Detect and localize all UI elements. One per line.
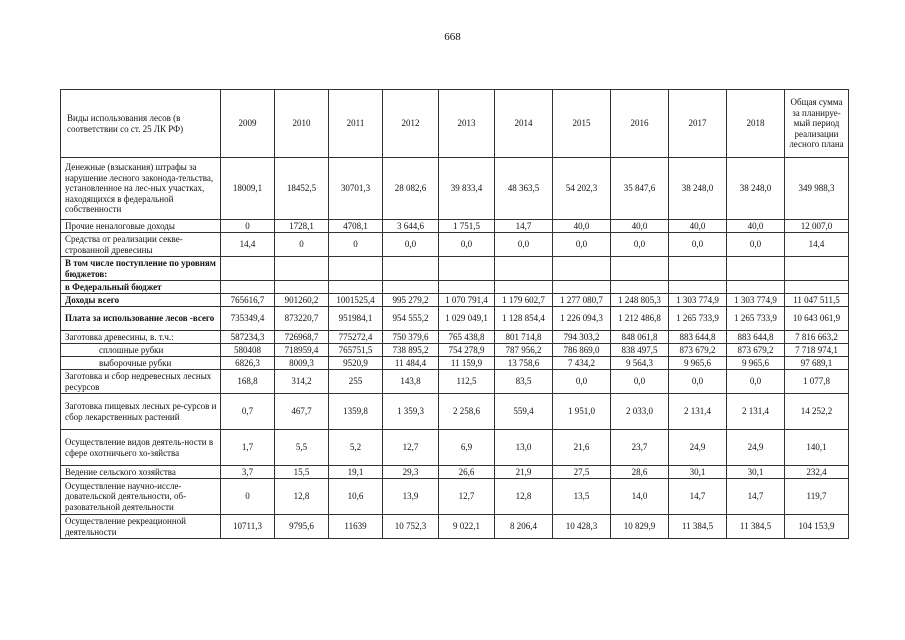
header-year: 2018 xyxy=(727,90,785,158)
row-label: Осуществление рекреационной деятельности xyxy=(61,515,221,539)
row-year-cell: 9 965,6 xyxy=(669,357,727,370)
row-year-cell: 12,7 xyxy=(383,430,439,466)
row-year-cell: 0,0 xyxy=(439,233,495,257)
row-year-cell: 1 070 791,4 xyxy=(439,294,495,307)
row-year-cell: 6826,3 xyxy=(221,357,275,370)
row-year-cell: 1 265 733,9 xyxy=(669,307,727,331)
row-total-cell: 14 252,2 xyxy=(785,394,849,430)
row-year-cell xyxy=(275,257,329,281)
row-total-cell: 7 718 974,1 xyxy=(785,344,849,357)
row-year-cell: 1 226 094,3 xyxy=(553,307,611,331)
table-row xyxy=(61,233,849,257)
row-year-cell: 3 644,6 xyxy=(383,220,439,233)
row-total-cell xyxy=(785,257,849,281)
row-year-cell: 13 758,6 xyxy=(495,357,553,370)
row-label: сплошные рубки xyxy=(61,344,221,357)
row-year-cell: 13,5 xyxy=(553,479,611,515)
row-year-cell: 838 497,5 xyxy=(611,344,669,357)
row-total-cell: 349 988,3 xyxy=(785,158,849,220)
row-year-cell xyxy=(553,281,611,294)
row-year-cell: 255 xyxy=(329,370,383,394)
row-year-cell xyxy=(611,281,669,294)
row-year-cell xyxy=(495,281,553,294)
row-year-cell: 27,5 xyxy=(553,466,611,479)
row-year-cell xyxy=(727,257,785,281)
row-year-cell: 23,7 xyxy=(611,430,669,466)
row-year-cell xyxy=(383,257,439,281)
row-year-cell: 786 869,0 xyxy=(553,344,611,357)
row-total-cell: 140,1 xyxy=(785,430,849,466)
row-year-cell: 0,0 xyxy=(669,370,727,394)
table-row xyxy=(61,294,849,307)
table-row xyxy=(61,220,849,233)
row-year-cell: 11639 xyxy=(329,515,383,539)
row-year-cell: 6,9 xyxy=(439,430,495,466)
row-year-cell: 11 484,4 xyxy=(383,357,439,370)
row-year-cell: 9795,6 xyxy=(275,515,329,539)
row-label: Средства от реализации секве-строванной древесины xyxy=(61,233,221,257)
row-year-cell: 10 829,9 xyxy=(611,515,669,539)
row-label: Прочие неналоговые доходы xyxy=(61,220,221,233)
row-year-cell: 14,0 xyxy=(611,479,669,515)
row-year-cell: 9 965,6 xyxy=(727,357,785,370)
row-year-cell: 735349,4 xyxy=(221,307,275,331)
row-year-cell: 10 752,3 xyxy=(383,515,439,539)
row-label: выборочные рубки xyxy=(61,357,221,370)
table-row xyxy=(61,394,849,430)
row-year-cell: 28 082,6 xyxy=(383,158,439,220)
row-year-cell: 19,1 xyxy=(329,466,383,479)
row-year-cell: 0,0 xyxy=(727,370,785,394)
row-year-cell: 0,0 xyxy=(553,233,611,257)
row-year-cell: 26,6 xyxy=(439,466,495,479)
row-year-cell xyxy=(221,281,275,294)
row-year-cell: 1 277 080,7 xyxy=(553,294,611,307)
page-number: 668 xyxy=(444,31,461,43)
row-year-cell: 48 363,5 xyxy=(495,158,553,220)
row-year-cell: 0,0 xyxy=(611,370,669,394)
row-year-cell: 765751,5 xyxy=(329,344,383,357)
table-row xyxy=(61,257,849,281)
row-year-cell: 1 248 805,3 xyxy=(611,294,669,307)
row-year-cell: 29,3 xyxy=(383,466,439,479)
row-year-cell: 0 xyxy=(275,233,329,257)
row-year-cell: 873220,7 xyxy=(275,307,329,331)
row-year-cell: 54 202,3 xyxy=(553,158,611,220)
table-row xyxy=(61,370,849,394)
row-year-cell: 11 384,5 xyxy=(727,515,785,539)
row-year-cell: 8009,3 xyxy=(275,357,329,370)
row-year-cell: 1359,8 xyxy=(329,394,383,430)
row-year-cell: 12,7 xyxy=(439,479,495,515)
row-year-cell: 30701,3 xyxy=(329,158,383,220)
row-year-cell: 787 956,2 xyxy=(495,344,553,357)
row-year-cell: 873 679,2 xyxy=(669,344,727,357)
row-year-cell: 9 022,1 xyxy=(439,515,495,539)
row-year-cell: 10711,3 xyxy=(221,515,275,539)
row-year-cell xyxy=(329,257,383,281)
row-total-cell: 11 047 511,5 xyxy=(785,294,849,307)
row-year-cell: 40,0 xyxy=(669,220,727,233)
row-total-cell: 232,4 xyxy=(785,466,849,479)
row-year-cell: 765 438,8 xyxy=(439,331,495,344)
row-year-cell: 765616,7 xyxy=(221,294,275,307)
row-year-cell: 12,8 xyxy=(495,479,553,515)
row-year-cell xyxy=(611,257,669,281)
row-year-cell: 1728,1 xyxy=(275,220,329,233)
table-row xyxy=(61,466,849,479)
row-year-cell xyxy=(669,257,727,281)
row-year-cell: 13,9 xyxy=(383,479,439,515)
row-year-cell: 112,5 xyxy=(439,370,495,394)
row-year-cell: 0,0 xyxy=(495,233,553,257)
row-year-cell: 2 131,4 xyxy=(727,394,785,430)
header-year: 2015 xyxy=(553,90,611,158)
header-year: 2011 xyxy=(329,90,383,158)
row-year-cell: 1 212 486,8 xyxy=(611,307,669,331)
row-year-cell: 9520,9 xyxy=(329,357,383,370)
row-year-cell: 1 951,0 xyxy=(553,394,611,430)
row-year-cell: 1 303 774,9 xyxy=(669,294,727,307)
row-year-cell: 13,0 xyxy=(495,430,553,466)
row-year-cell: 18009,1 xyxy=(221,158,275,220)
row-year-cell xyxy=(329,281,383,294)
row-year-cell: 587234,3 xyxy=(221,331,275,344)
header-year: 2009 xyxy=(221,90,275,158)
row-year-cell: 30,1 xyxy=(727,466,785,479)
row-year-cell: 28,6 xyxy=(611,466,669,479)
row-year-cell xyxy=(221,257,275,281)
header-year: 2013 xyxy=(439,90,495,158)
row-year-cell: 21,9 xyxy=(495,466,553,479)
table-row xyxy=(61,515,849,539)
row-label: Денежные (взыскания) штрафы за нарушение лесного законода-тельства, установленное на лес-ных участках, находящихся в федеральной собственности xyxy=(61,158,221,220)
row-year-cell: 2 033,0 xyxy=(611,394,669,430)
row-label: Плата за использование лесов -всего xyxy=(61,307,221,331)
row-year-cell xyxy=(275,281,329,294)
row-year-cell: 750 379,6 xyxy=(383,331,439,344)
row-year-cell: 24,9 xyxy=(669,430,727,466)
row-year-cell: 14,7 xyxy=(669,479,727,515)
table-body xyxy=(61,158,849,539)
table-row xyxy=(61,158,849,220)
row-year-cell: 2 258,6 xyxy=(439,394,495,430)
row-year-cell: 775272,4 xyxy=(329,331,383,344)
row-total-cell: 97 689,1 xyxy=(785,357,849,370)
row-label: Осуществление видов деятель-ности в сфере охотничьего хо-зяйства xyxy=(61,430,221,466)
row-year-cell: 14,7 xyxy=(495,220,553,233)
row-year-cell: 14,4 xyxy=(221,233,275,257)
row-year-cell: 2 131,4 xyxy=(669,394,727,430)
forest-revenue-table xyxy=(60,89,849,539)
header-year: 2012 xyxy=(383,90,439,158)
row-year-cell xyxy=(439,257,495,281)
row-year-cell: 21,6 xyxy=(553,430,611,466)
row-year-cell: 30,1 xyxy=(669,466,727,479)
row-year-cell: 0,0 xyxy=(669,233,727,257)
row-year-cell: 143,8 xyxy=(383,370,439,394)
row-year-cell: 40,0 xyxy=(727,220,785,233)
row-label: Ведение сельского хозяйства xyxy=(61,466,221,479)
row-label: Заготовка пищевых лесных ре-сурсов и сбор лекарственных растений xyxy=(61,394,221,430)
row-year-cell: 5,2 xyxy=(329,430,383,466)
row-year-cell: 726968,7 xyxy=(275,331,329,344)
row-total-cell: 14,4 xyxy=(785,233,849,257)
row-year-cell: 18452,5 xyxy=(275,158,329,220)
row-year-cell: 11 159,9 xyxy=(439,357,495,370)
row-year-cell: 4708,1 xyxy=(329,220,383,233)
row-year-cell: 9 564,3 xyxy=(611,357,669,370)
header-row xyxy=(61,90,849,158)
row-label: Доходы всего xyxy=(61,294,221,307)
row-year-cell xyxy=(439,281,495,294)
row-year-cell: 559,4 xyxy=(495,394,553,430)
row-year-cell: 0,0 xyxy=(727,233,785,257)
row-year-cell xyxy=(553,257,611,281)
row-year-cell xyxy=(727,281,785,294)
row-year-cell: 0 xyxy=(329,233,383,257)
row-year-cell: 951984,1 xyxy=(329,307,383,331)
row-year-cell: 83,5 xyxy=(495,370,553,394)
header-year: 2010 xyxy=(275,90,329,158)
row-year-cell: 40,0 xyxy=(553,220,611,233)
row-total-cell: 104 153,9 xyxy=(785,515,849,539)
row-year-cell: 580408 xyxy=(221,344,275,357)
row-year-cell: 467,7 xyxy=(275,394,329,430)
row-year-cell: 10 428,3 xyxy=(553,515,611,539)
row-label: В том числе поступление по уровням бюджетов: xyxy=(61,257,221,281)
row-year-cell: 0,0 xyxy=(611,233,669,257)
row-year-cell: 1 303 774,9 xyxy=(727,294,785,307)
row-year-cell: 1001525,4 xyxy=(329,294,383,307)
table-row xyxy=(61,344,849,357)
row-label: Осуществление научно-иссле-довательской деятельности, об-разовательной деятельности xyxy=(61,479,221,515)
row-year-cell: 995 279,2 xyxy=(383,294,439,307)
row-total-cell: 1 077,8 xyxy=(785,370,849,394)
row-year-cell: 0 xyxy=(221,220,275,233)
row-label: Заготовка древесины, в. т.ч.: xyxy=(61,331,221,344)
row-total-cell: 119,7 xyxy=(785,479,849,515)
table-row xyxy=(61,307,849,331)
row-year-cell: 7 434,2 xyxy=(553,357,611,370)
row-year-cell: 883 644,8 xyxy=(669,331,727,344)
row-total-cell xyxy=(785,281,849,294)
row-total-cell: 12 007,0 xyxy=(785,220,849,233)
row-year-cell xyxy=(383,281,439,294)
row-year-cell: 38 248,0 xyxy=(669,158,727,220)
header-label: Виды использования лесов (в соответствии со ст. 25 ЛК РФ) xyxy=(61,90,221,158)
row-year-cell: 1,7 xyxy=(221,430,275,466)
header-year: 2016 xyxy=(611,90,669,158)
row-year-cell: 883 644,8 xyxy=(727,331,785,344)
row-total-cell: 10 643 061,9 xyxy=(785,307,849,331)
table-row xyxy=(61,479,849,515)
row-year-cell: 10,6 xyxy=(329,479,383,515)
row-year-cell: 5,5 xyxy=(275,430,329,466)
row-year-cell xyxy=(495,257,553,281)
row-year-cell: 1 359,3 xyxy=(383,394,439,430)
row-year-cell: 14,7 xyxy=(727,479,785,515)
row-label: Заготовка и сбор недревесных лесных ресурсов xyxy=(61,370,221,394)
table-row xyxy=(61,331,849,344)
row-year-cell: 848 061,8 xyxy=(611,331,669,344)
row-year-cell: 39 833,4 xyxy=(439,158,495,220)
row-year-cell: 1 029 049,1 xyxy=(439,307,495,331)
row-year-cell: 738 895,2 xyxy=(383,344,439,357)
table-row xyxy=(61,357,849,370)
row-year-cell: 24,9 xyxy=(727,430,785,466)
header-year: 2014 xyxy=(495,90,553,158)
header-year: 2017 xyxy=(669,90,727,158)
table-row xyxy=(61,281,849,294)
row-year-cell: 0,7 xyxy=(221,394,275,430)
row-year-cell: 38 248,0 xyxy=(727,158,785,220)
row-year-cell xyxy=(669,281,727,294)
row-year-cell: 954 555,2 xyxy=(383,307,439,331)
row-year-cell: 873 679,2 xyxy=(727,344,785,357)
row-year-cell: 801 714,8 xyxy=(495,331,553,344)
row-year-cell: 1 265 733,9 xyxy=(727,307,785,331)
row-year-cell: 168,8 xyxy=(221,370,275,394)
row-year-cell: 15,5 xyxy=(275,466,329,479)
row-label: в Федеральный бюджет xyxy=(61,281,221,294)
header-total: Общая сумма за планируе-мый период реализации лесного плана xyxy=(785,90,849,158)
row-year-cell: 3,7 xyxy=(221,466,275,479)
table-row xyxy=(61,430,849,466)
row-total-cell: 7 816 663,2 xyxy=(785,331,849,344)
row-year-cell: 35 847,6 xyxy=(611,158,669,220)
row-year-cell: 718959,4 xyxy=(275,344,329,357)
row-year-cell: 40,0 xyxy=(611,220,669,233)
row-year-cell: 0,0 xyxy=(553,370,611,394)
row-year-cell: 8 206,4 xyxy=(495,515,553,539)
row-year-cell: 1 128 854,4 xyxy=(495,307,553,331)
row-year-cell: 901260,2 xyxy=(275,294,329,307)
row-year-cell: 1 179 602,7 xyxy=(495,294,553,307)
row-year-cell: 0 xyxy=(221,479,275,515)
row-year-cell: 754 278,9 xyxy=(439,344,495,357)
row-year-cell: 0,0 xyxy=(383,233,439,257)
row-year-cell: 1 751,5 xyxy=(439,220,495,233)
row-year-cell: 314,2 xyxy=(275,370,329,394)
row-year-cell: 794 303,2 xyxy=(553,331,611,344)
row-year-cell: 12,8 xyxy=(275,479,329,515)
row-year-cell: 11 384,5 xyxy=(669,515,727,539)
